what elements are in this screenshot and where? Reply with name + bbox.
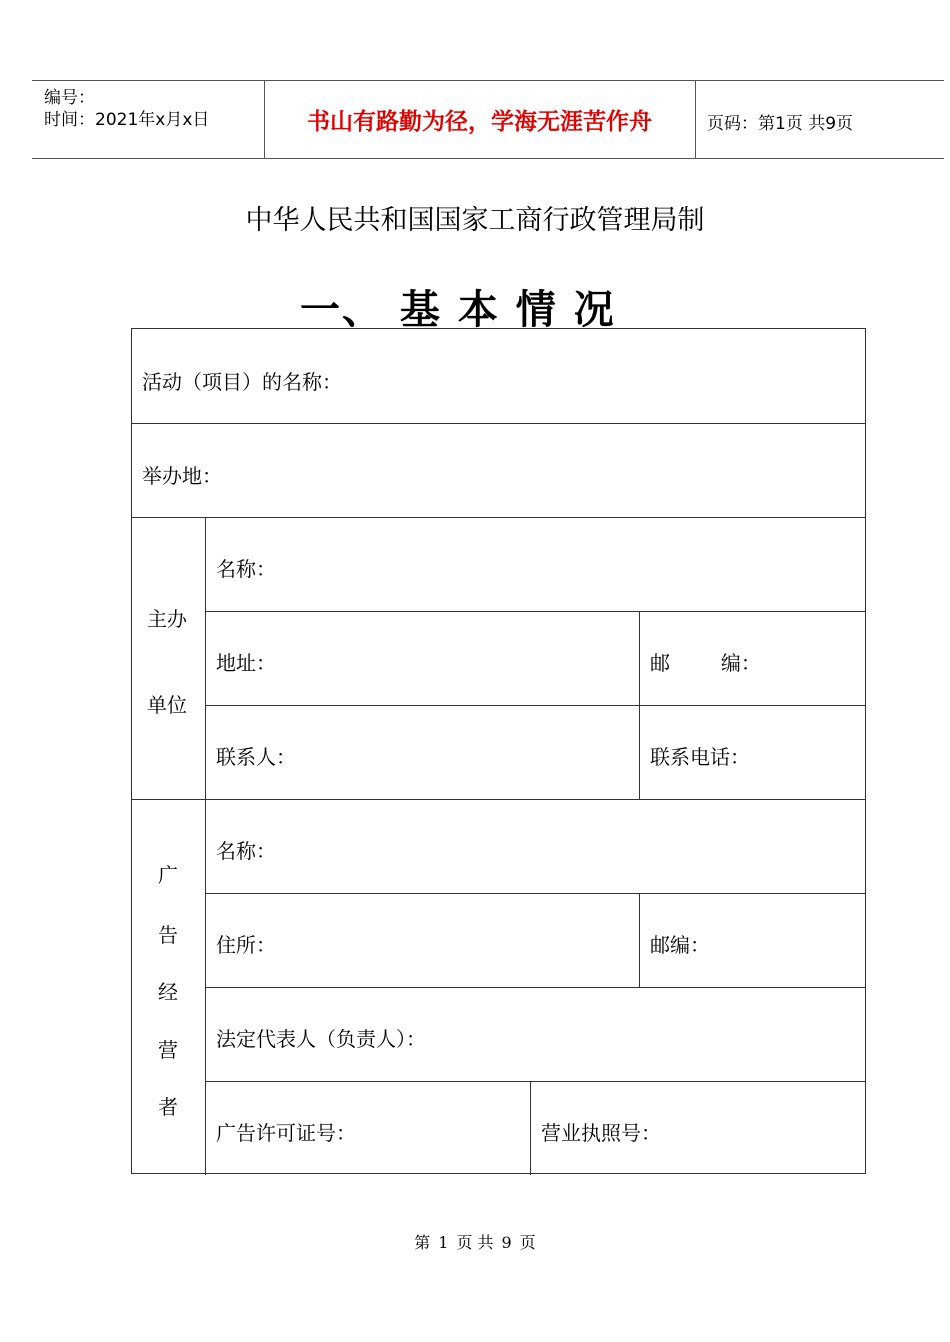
host-address-field[interactable]: 地址：: [216, 651, 276, 675]
column-divider: [530, 1081, 531, 1175]
time-label: 时间：2021年x月x日: [44, 110, 210, 130]
ad-license-field[interactable]: 广告许可证号：: [216, 1121, 356, 1145]
host-label-line1: 主办: [147, 607, 187, 631]
host-postcode-field[interactable]: 邮 编：: [650, 651, 761, 675]
row-divider: [205, 705, 866, 706]
number-label: 编号：: [44, 88, 95, 108]
document-header: [32, 80, 944, 159]
business-license-field[interactable]: 营业执照号：: [541, 1121, 661, 1145]
row-divider: [132, 517, 866, 518]
row-divider: [205, 893, 866, 894]
column-divider: [639, 611, 640, 799]
column-divider: [639, 893, 640, 987]
section-title: 一、 基 本 情 况: [300, 286, 616, 333]
row-divider: [205, 611, 866, 612]
row-divider: [205, 1081, 866, 1082]
page-info: 页码：第1页 共9页: [707, 114, 854, 134]
legal-representative-field[interactable]: 法定代表人（负责人）：: [216, 1027, 426, 1051]
advertiser-name-field[interactable]: 名称：: [216, 839, 276, 863]
host-phone-field[interactable]: 联系电话：: [650, 745, 750, 769]
footer-mid: 页 共: [456, 1233, 494, 1252]
page-footer: [0, 1230, 950, 1253]
row-divider: [205, 987, 866, 988]
advertiser-label-char: 营: [158, 1038, 178, 1062]
footer-total-pages: 9: [501, 1233, 512, 1252]
advertiser-residence-field[interactable]: 住所：: [216, 933, 276, 957]
header-motto-cell: [264, 81, 696, 158]
advertiser-label-char: 告: [158, 923, 178, 947]
label-column-divider: [205, 517, 206, 1175]
advertiser-label-char: 广: [158, 863, 178, 887]
footer-prefix: 第: [414, 1233, 431, 1252]
row-divider: [132, 799, 866, 800]
motto: 书山有路勤为径，学海无涯苦作舟: [307, 108, 652, 135]
host-label-line2: 单位: [147, 693, 187, 717]
advertiser-label-char: 经: [158, 980, 178, 1004]
header-page-cell: [695, 81, 944, 158]
row-divider: [132, 423, 866, 424]
header-meta-cell: [32, 81, 265, 158]
advertiser-label-char: 者: [158, 1095, 178, 1119]
advertiser-postcode-field[interactable]: 邮编：: [650, 933, 710, 957]
host-contact-field[interactable]: 联系人：: [216, 745, 296, 769]
footer-current-page: 1: [438, 1233, 449, 1252]
basic-info-form: [131, 328, 866, 1174]
venue-field[interactable]: 举办地：: [142, 464, 222, 488]
host-name-field[interactable]: 名称：: [216, 557, 276, 581]
footer-suffix: 页: [519, 1233, 536, 1252]
issuing-organization: 中华人民共和国国家工商行政管理局制: [245, 205, 705, 236]
activity-name-field[interactable]: 活动（项目）的名称：: [142, 370, 342, 394]
